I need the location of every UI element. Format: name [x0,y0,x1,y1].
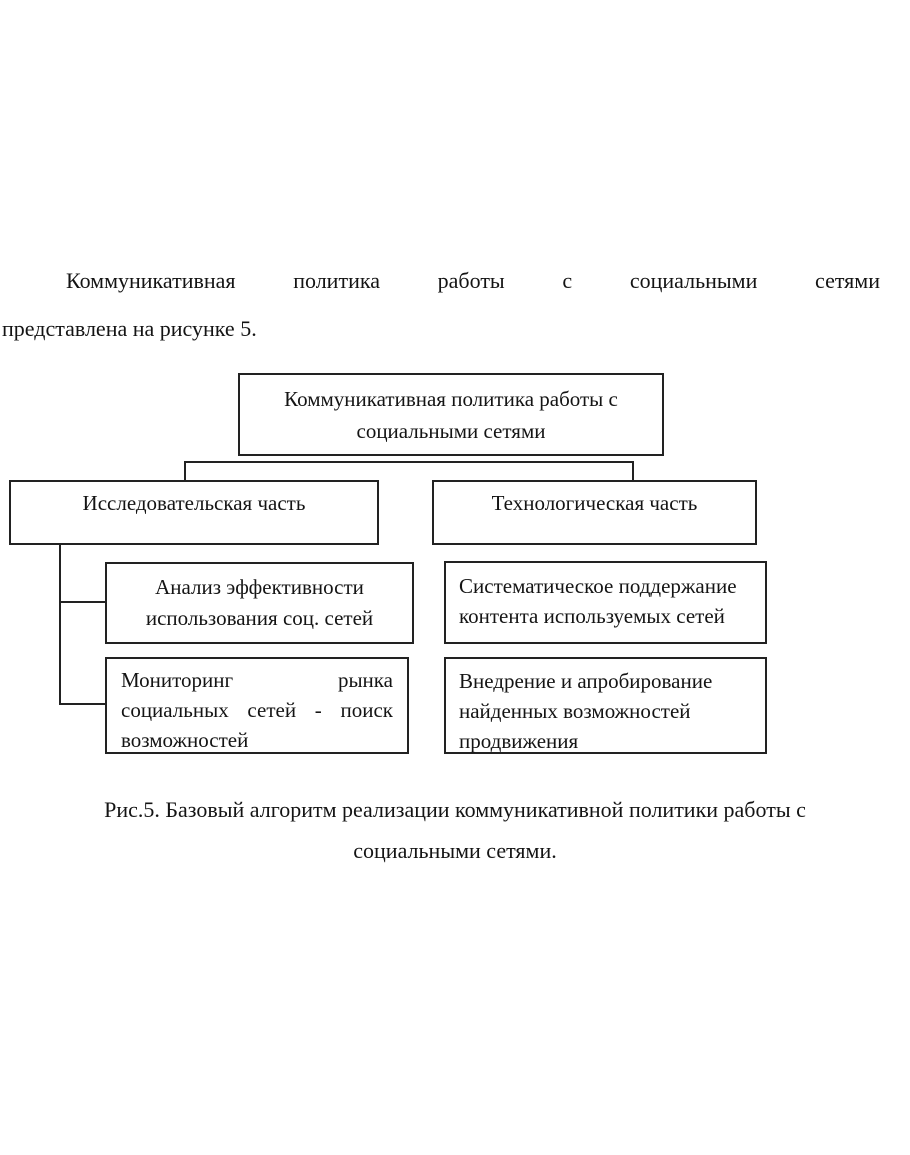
connector-left-vertical [59,543,61,705]
content-support-box-line-2: контента используемых сетей [459,604,725,628]
root-box-line-2: социальными сетями [356,418,546,443]
content-support-box-line-1: Систематическое поддержание [459,574,737,598]
technology-branch-box [432,480,757,545]
implementation-box-line-3: продвижения [459,729,579,753]
figure-caption-line-1: Рис.5. Базовый алгоритм реализации коммуникативной политики работы с [104,797,806,822]
implementation-box-line-1: Внедрение и апробирование [459,669,713,693]
paragraph-line-2: представлена на рисунке 5. [2,316,257,341]
connector-left-stub-1 [61,601,106,603]
monitoring-box-line-2: социальных сетей - поиск [121,698,393,722]
figure-caption-line-2: социальными сетями. [353,838,557,863]
connector-bracket-right-drop [632,461,634,481]
monitoring-box-line-1: Мониторинг рынка [121,668,393,692]
monitoring-box-line-3: возможностей [121,728,249,752]
connector-bracket-horizontal [184,461,634,463]
paragraph-line-1: Коммуникативная политика работы с социальными сетями [66,268,880,293]
connector-bracket-left-drop [184,461,186,481]
analysis-box-line-1: Анализ эффективности [155,575,364,599]
root-box-line-1: Коммуникативная политика работы с [284,386,618,411]
monitoring-box [105,657,409,754]
research-branch-box [9,480,379,545]
root-box [238,373,664,456]
analysis-box-line-2: использования соц. сетей [145,606,374,630]
analysis-box [105,562,414,644]
implementation-box-line-2: найденных возможностей [459,699,691,723]
research-branch-label: Исследовательская часть [82,491,306,515]
implementation-box [444,657,767,754]
technology-branch-label: Технологическая часть [491,491,698,515]
connector-left-stub-2 [61,703,106,705]
content-support-box [444,561,767,644]
